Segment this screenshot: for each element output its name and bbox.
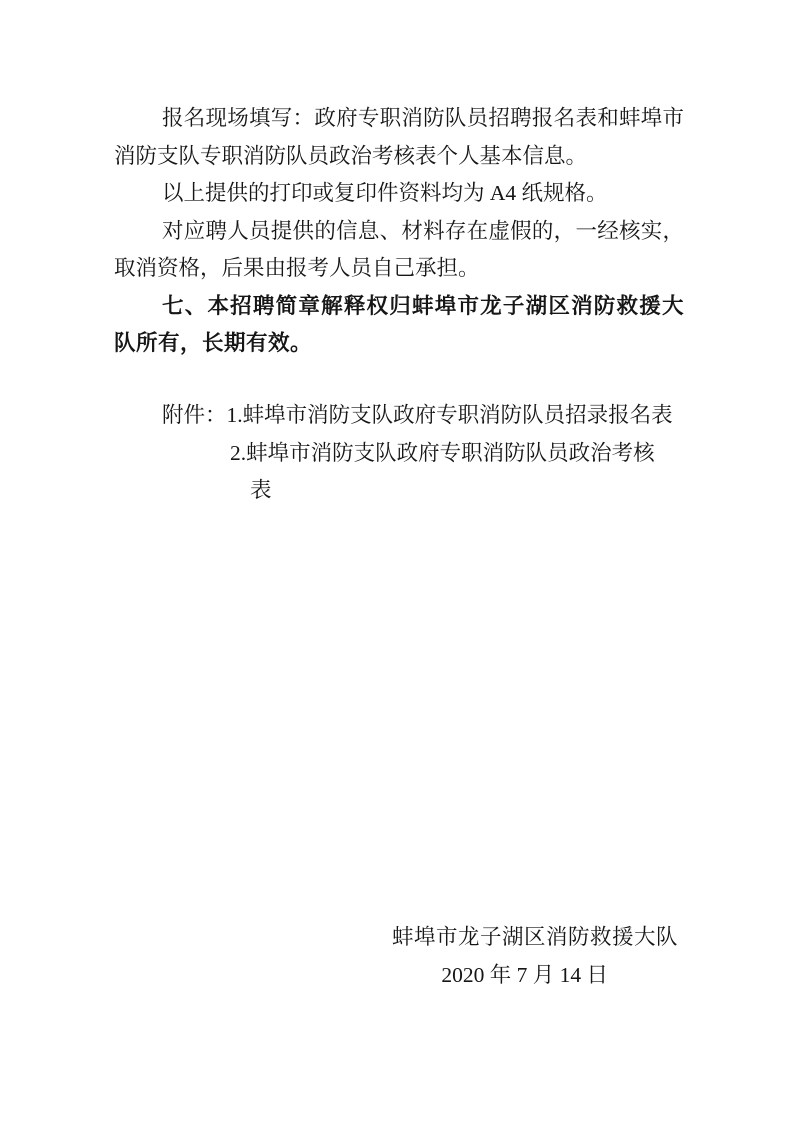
attachments-label: 附件： (162, 403, 227, 427)
signature-date: 2020 年 7 月 14 日 (441, 962, 608, 987)
attachment-line-1 (114, 397, 684, 435)
attachments-section (114, 397, 684, 510)
paragraph-registration-onsite: 报名现场填写：政府专职消防队员招聘报名表和蚌埠市消防支队专职消防队员政治考核表个人基本信息。 (114, 106, 684, 168)
section-heading-interpretation-rights: 七、本招聘简章解释权归蚌埠市龙子湖区消防救援大队所有，长期有效。 (114, 293, 684, 355)
attachment-item-1: 1.蚌埠市消防支队政府专职消防队员招录报名表 (226, 403, 673, 427)
attachment-item-2: 2.蚌埠市消防支队政府专职消防队员政治考核表 (230, 440, 655, 502)
body-text-block (114, 100, 684, 363)
paragraph-a4-spec: 以上提供的打印或复印件资料均为 A4 纸规格。 (162, 181, 608, 205)
signature-organization: 蚌埠市龙子湖区消防救援大队 (391, 925, 678, 949)
signature-block (0, 919, 793, 994)
paragraph-false-info-warning: 对应聘人员提供的信息、材料存在虚假的，一经核实，取消资格，后果由报考人员自己承担。 (114, 218, 684, 280)
